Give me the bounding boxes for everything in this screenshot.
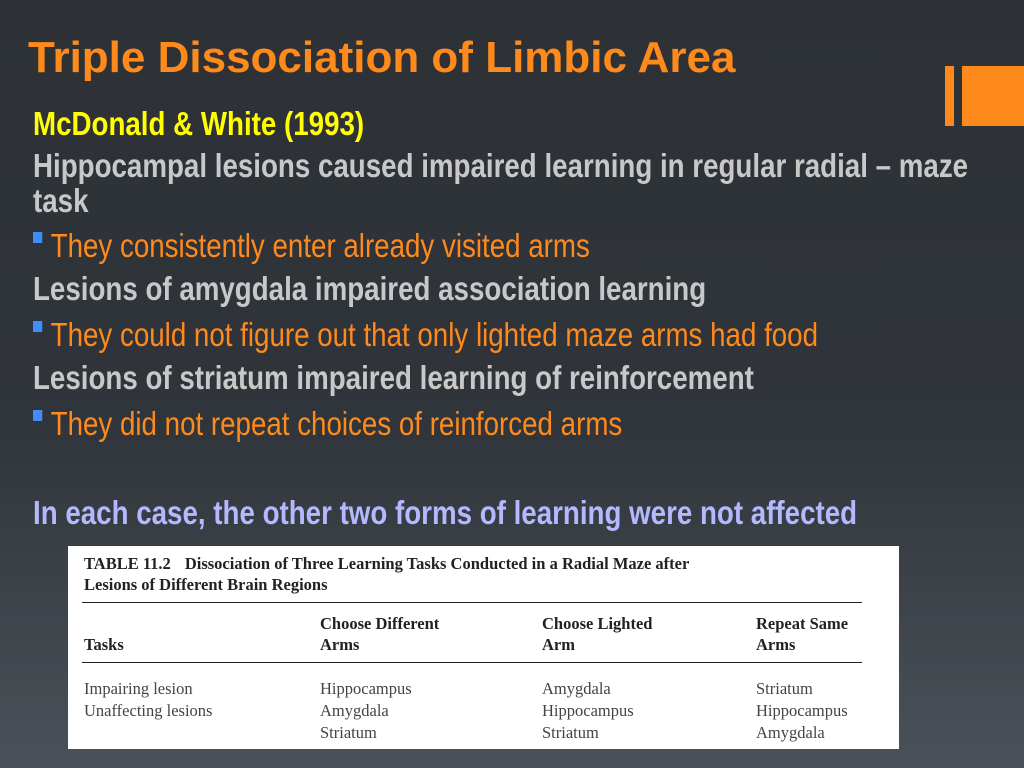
table-cell: Striatum: [320, 723, 377, 742]
table-caption-text: Dissociation of Three Learning Tasks Conducted in a Radial Maze after: [184, 554, 690, 573]
bullet-item: [33, 404, 839, 449]
table-rule-top: [82, 602, 862, 603]
table-cell: Amygdala: [756, 723, 825, 742]
finding-hippocampus: Hippocampal lesions caused impaired learning in regular radial – maze task: [33, 147, 969, 219]
table-cell: Hippocampus: [320, 679, 412, 698]
table-number: TABLE 11.2: [84, 554, 171, 573]
column-header-line: Arms: [320, 635, 360, 654]
column-header-line: Repeat Same: [756, 614, 849, 633]
slide-title: Triple Dissociation of Limbic Area: [28, 33, 736, 82]
table-rule-header: [82, 662, 862, 663]
table-caption-line-1: [84, 553, 689, 574]
column-header-tasks: Tasks: [84, 635, 124, 654]
bullet-text: They did not repeat choices of reinforced arms: [50, 405, 623, 442]
spacer: [33, 449, 839, 493]
column-header-choose-lighted-arm: [542, 613, 652, 655]
citation: McDonald & White (1993): [33, 105, 365, 142]
bullet-square-icon: [33, 321, 42, 332]
table-caption: [84, 553, 689, 595]
slide-body: [33, 104, 969, 533]
column-header-choose-different-arms: [320, 613, 439, 655]
bullet-square-icon: [33, 232, 42, 243]
dissociation-table: [68, 546, 899, 749]
finding-amygdala: Lesions of amygdala impaired association learning: [33, 270, 707, 307]
bullet-square-icon: [33, 410, 42, 421]
table-cell: Amygdala: [320, 701, 389, 720]
table-cell: Unaffecting lesions: [84, 701, 213, 720]
table-cell: Amygdala: [542, 679, 611, 698]
column-header-line: Choose Lighted: [542, 614, 653, 633]
title-accent-bar: [945, 66, 954, 126]
conclusion: In each case, the other two forms of learning were not affected: [33, 494, 858, 531]
bullet-item: [33, 315, 839, 360]
title-accent-block: [962, 66, 1024, 126]
bullet-text: They consistently enter already visited arms: [50, 227, 590, 264]
column-header-repeat-same-arms: [756, 613, 848, 655]
bullet-text: They could not figure out that only lighted maze arms had food: [50, 316, 819, 353]
table-caption-line-2: Lesions of Different Brain Regions: [84, 575, 328, 594]
table-cell: Hippocampus: [542, 701, 634, 720]
bullet-item: [33, 226, 839, 271]
finding-striatum: Lesions of striatum impaired learning of reinforcement: [33, 359, 754, 396]
table-cell: Hippocampus: [756, 701, 848, 720]
table-cell: Impairing lesion: [84, 679, 193, 698]
table-cell: Striatum: [542, 723, 599, 742]
column-header-line: Arm: [542, 635, 575, 654]
column-header-line: Arms: [756, 635, 796, 654]
column-header-line: Choose Different: [320, 614, 440, 633]
table-cell: Striatum: [756, 679, 813, 698]
